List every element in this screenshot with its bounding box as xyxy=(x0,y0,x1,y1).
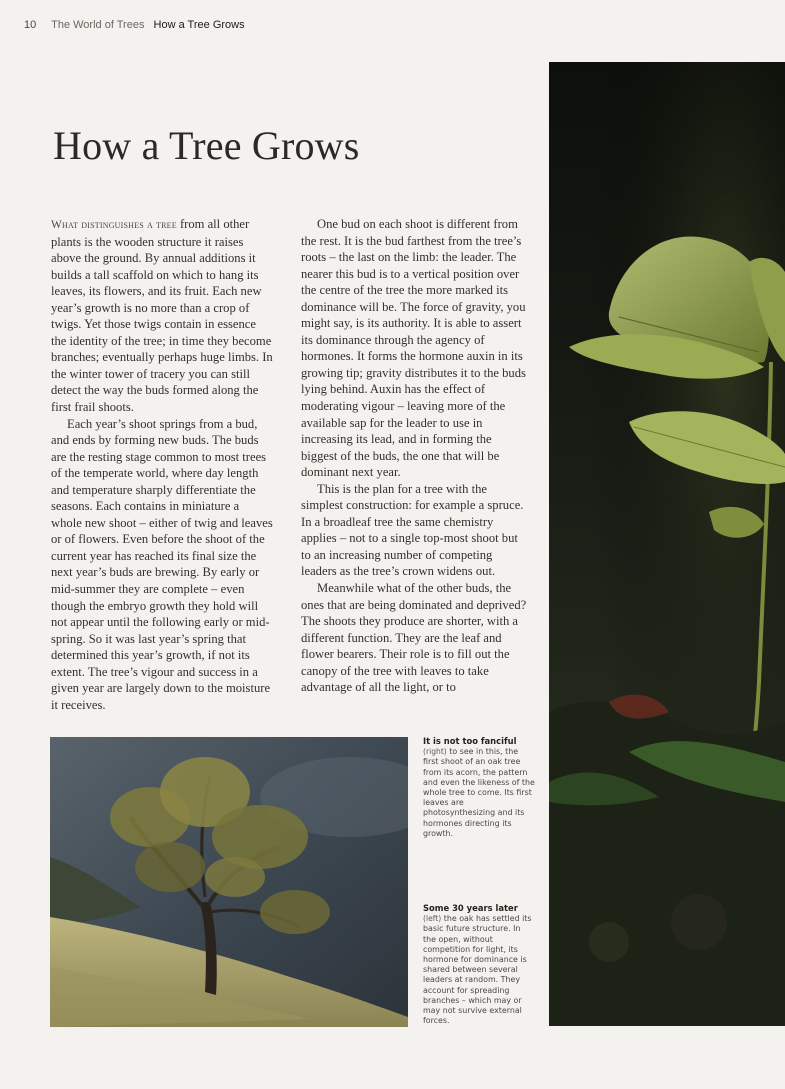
oak-seedling-illustration xyxy=(549,62,785,1026)
paragraph: This is the plan for a tree with the simplest construction: for example a spruce. In a broadleaf tree the same chemistry applies – not to a single top-most shoot but to an increasing number of competing leaders as the tree’s crown widens out. xyxy=(301,481,524,579)
body-column-2 xyxy=(301,216,527,696)
caption-text: the oak has settled its basic future structure. In the open, without competition for light, its hormone for dominance is shared between several leaders at random. They account for spreading branches – which may or may not survive external forces. xyxy=(423,914,532,1026)
caption-direction: (left) xyxy=(423,914,442,924)
page-title: How a Tree Grows xyxy=(53,123,360,168)
caption-mature-oak xyxy=(423,903,535,1026)
paragraph: Each year’s shoot springs from a bud, and ends by forming new buds. The buds are the resting stage common to most trees of the temperate world, where day length and temperature sharply differentiate the seasons. Each contains in miniature a whole new shoot – either of twig and leaves or of flowers. Even before the shoot of the current year has reached its final size the next year’s buds are brewing. By early or mid-summer they are complete – even though the embryo growth they hold will not appear until the following early or mid-spring. So it was last year’s spring that determined this year’s growth, if not its extent. The tree’s vigour and success in a given year are largely down to the moisture it receives. xyxy=(51,416,273,712)
caption-text: to see in this, the first shoot of an oak tree from its acorn, the pattern and even the likeness of the whole tree to come. Its first leaves are photosynthesizing and its hormones directing its growth. xyxy=(423,747,535,838)
mature-oak-illustration xyxy=(50,737,408,1027)
book-title: The World of Trees xyxy=(51,19,145,31)
paragraph: What distinguishes a tree from all other plants is the wooden structure it raises above the ground. By annual additions it builds a tall scaffold on which to hang its leaves, its flowers, and its fruit. Each new year’s growth is no more than a crop of twigs. Yet those twigs contain in essence the identity of the tree; in time they become branches; eventually perhaps huge limbs. In the winter tower of tracery you can still detect the way the buds formed along the first frail shoots. xyxy=(51,217,273,415)
mature-oak-photo xyxy=(50,737,408,1027)
caption-lead: It is not too fanciful xyxy=(423,736,517,746)
page-number: 10 xyxy=(24,19,37,31)
running-header xyxy=(24,19,245,31)
caption-seedling xyxy=(423,736,535,839)
caption-lead: Some 30 years later xyxy=(423,903,518,913)
paragraph: Meanwhile what of the other buds, the ones that are being dominated and deprived? The shoots they produce are shorter, with a different function. They are the leaf and flower bearers. Their role is to fill out the canopy of the tree with leaves to take advantage of all the light, or to xyxy=(301,581,527,695)
oak-seedling-photo xyxy=(549,62,785,1026)
lead-in: What distinguishes a tree xyxy=(51,219,177,231)
caption-direction: (right) xyxy=(423,747,447,757)
body-column-1 xyxy=(51,216,273,713)
paragraph: One bud on each shoot is different from the rest. It is the bud farthest from the tree’s roots – the last on the limb: the leader. The nearer this bud is to a vertical position over the centre of the tree the more marked its dominance will be. The force of gravity, you might say, is its authority. It is able to assert its dominance through the agency of hormones. It forms the hormone auxin in its growing tip; gravity distributes it to the buds lying behind. Auxin has the effect of moderating vigour – leaving more of the available sap for the leader to use in increasing its lead, and in forming the biggest of the buds, the one that will be dominant next year. xyxy=(301,217,526,480)
chapter-title: How a Tree Grows xyxy=(153,19,245,31)
